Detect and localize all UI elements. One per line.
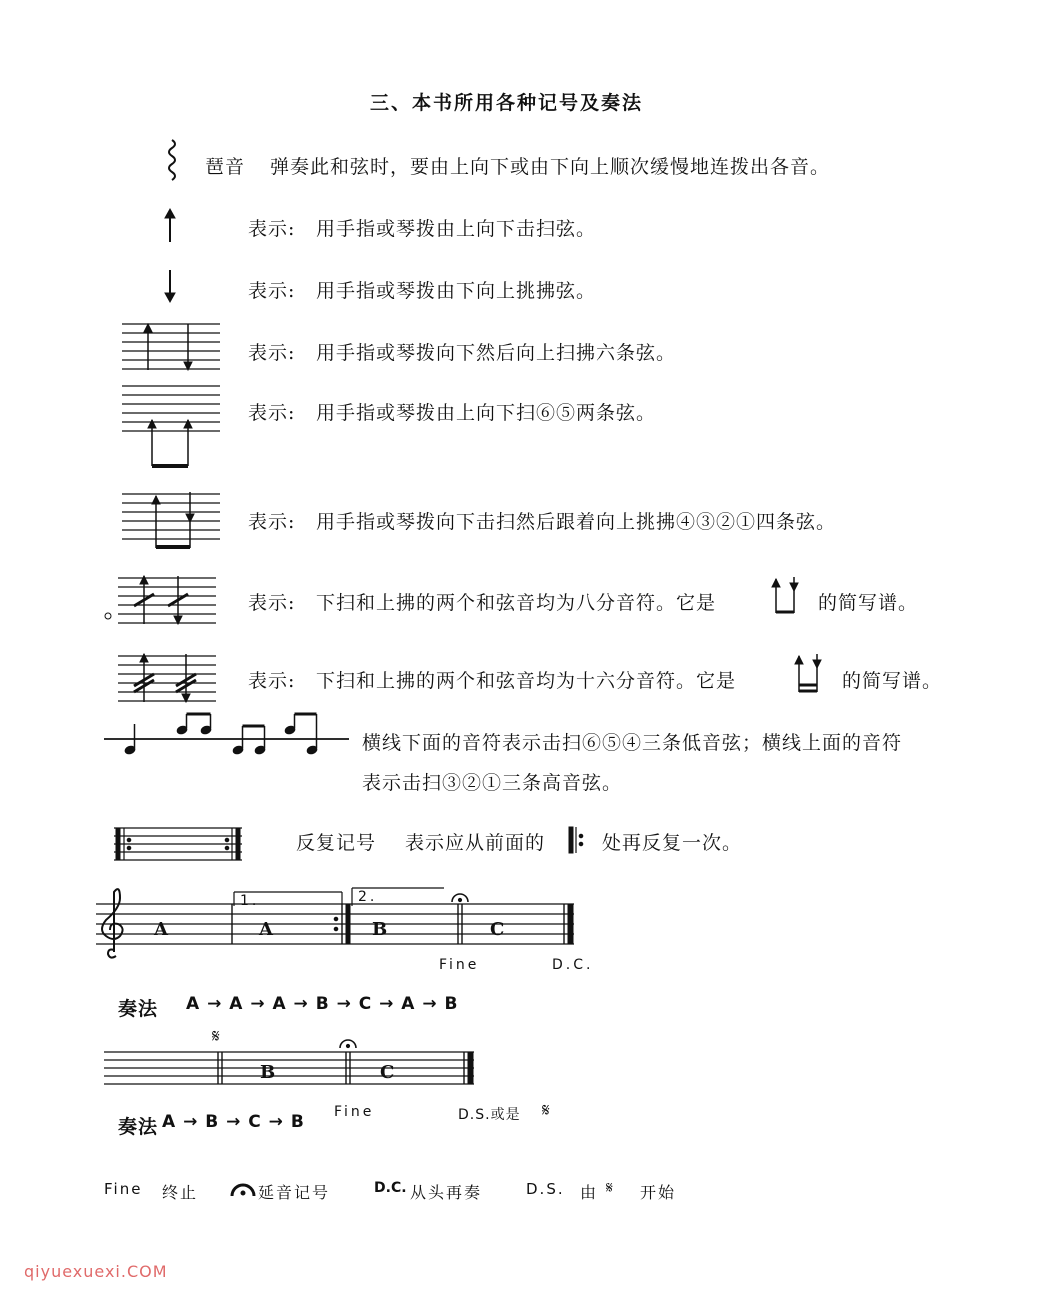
entry-label: 表示: (248, 511, 296, 533)
repeat-start-icon (568, 826, 586, 854)
sixteenth-label: 表示: (248, 670, 296, 692)
entry-label: 表示: (248, 402, 296, 424)
entry-text: 用手指或琴拨由下向上挑拂弦。 (316, 280, 597, 302)
score1-section-b: B (372, 919, 390, 940)
score1-section-a2: A (259, 919, 275, 940)
score1-play-sequence: A → A → A → B → C → A → B (186, 994, 459, 1014)
segno-icon: 𝄋 (606, 1178, 613, 1197)
eighth-text-before: 下扫和上拂的两个和弦音均为八分音符。它是 (316, 592, 717, 614)
legend-fermata-desc: 延音记号 (258, 1183, 331, 1202)
legend-ds-mid: 由 (580, 1183, 599, 1202)
volta-2-label: 2. (358, 889, 378, 905)
legend-ds-desc: 开始 (640, 1183, 677, 1202)
entry-label: 表示: (248, 218, 296, 240)
entry-text: 用手指或琴拨向下然后向上扫拂六条弦。 (316, 342, 677, 364)
repeat-desc-after: 处再反复一次。 (602, 832, 743, 854)
sixteenth-text-after: 的简写谱。 (842, 670, 943, 692)
entry-label: 表示: (248, 280, 296, 302)
legend-fine-desc: 终止 (162, 1183, 199, 1202)
repeat-desc-before: 表示应从前面的 (405, 832, 546, 854)
volta-1-label: 1. (240, 893, 260, 909)
entry-text: 用手指或琴拨由上向下击扫弦。 (316, 218, 597, 240)
entry-text: 用手指或琴拨向下击扫然后跟着向上挑拂④③②①四条弦。 (316, 511, 837, 533)
eighth-full-notation-icon (768, 575, 802, 615)
arpeggio-term: 琶音 (205, 156, 246, 178)
bass-treble-rhythm-line (104, 712, 354, 762)
score-2-staff (104, 1032, 484, 1092)
lowhigh-line2: 表示击扫③②①三条高音弦。 (362, 772, 623, 794)
score2-play-sequence: A → B → C → B (162, 1112, 305, 1132)
score2-play-label: 奏法 (118, 1116, 159, 1138)
up-stroke-arrow-icon (162, 268, 178, 304)
score1-section-a: A (154, 919, 170, 940)
score1-dc: D.C. (552, 957, 594, 973)
eighth-text-after: 的简写谱。 (818, 592, 919, 614)
score2-section-b: B (260, 1062, 278, 1083)
lowhigh-line1: 横线下面的音符表示击扫⑥⑤④三条低音弦；横线上面的音符 (362, 732, 903, 754)
score1-play-label: 奏法 (118, 998, 159, 1020)
tab-strings-six-five (122, 380, 222, 470)
score2-ds: D.S.或是 (458, 1107, 521, 1123)
sixteenth-text-before: 下扫和上拂的两个和弦音均为十六分音符。它是 (316, 670, 737, 692)
entry-text: 用手指或琴拨由上向下扫⑥⑤两条弦。 (316, 402, 657, 424)
legend-fine: Fine (104, 1180, 143, 1198)
tab-down-up-four-strings (122, 488, 222, 550)
arpeggio-desc: 弹奏此和弦时，要由上向下或由下向上顺次缓慢地连拨出各音。 (270, 156, 831, 178)
eighth-label: 表示: (248, 592, 296, 614)
score1-section-c: C (490, 919, 507, 940)
down-stroke-arrow-icon (162, 208, 178, 244)
legend-ds: D.S. (526, 1180, 565, 1198)
entry-label: 表示: (248, 342, 296, 364)
sixteenth-full-notation-icon (791, 652, 825, 694)
tab-sixteenth-shorthand (118, 650, 218, 706)
watermark: qiyuexuexi.COM (24, 1262, 168, 1281)
score2-fine: Fine (334, 1104, 375, 1120)
legend-dc-desc: 从头再奏 (410, 1183, 483, 1202)
segno-icon: 𝄋 (542, 1100, 550, 1121)
page-title: 三、本书所用各种记号及奏法 (370, 92, 644, 114)
segno-icon: 𝄋 (212, 1026, 220, 1047)
tab-eighth-shorthand (104, 572, 214, 628)
score2-section-c: C (380, 1062, 397, 1083)
tab-down-up-six-strings (122, 318, 222, 374)
score1-fine: Fine (439, 957, 480, 973)
repeat-sign-staff (114, 826, 244, 862)
legend-dc: D.C. (374, 1180, 407, 1196)
repeat-term: 反复记号 (296, 832, 377, 854)
fermata-icon (230, 1182, 256, 1198)
arpeggio-icon (162, 138, 182, 182)
